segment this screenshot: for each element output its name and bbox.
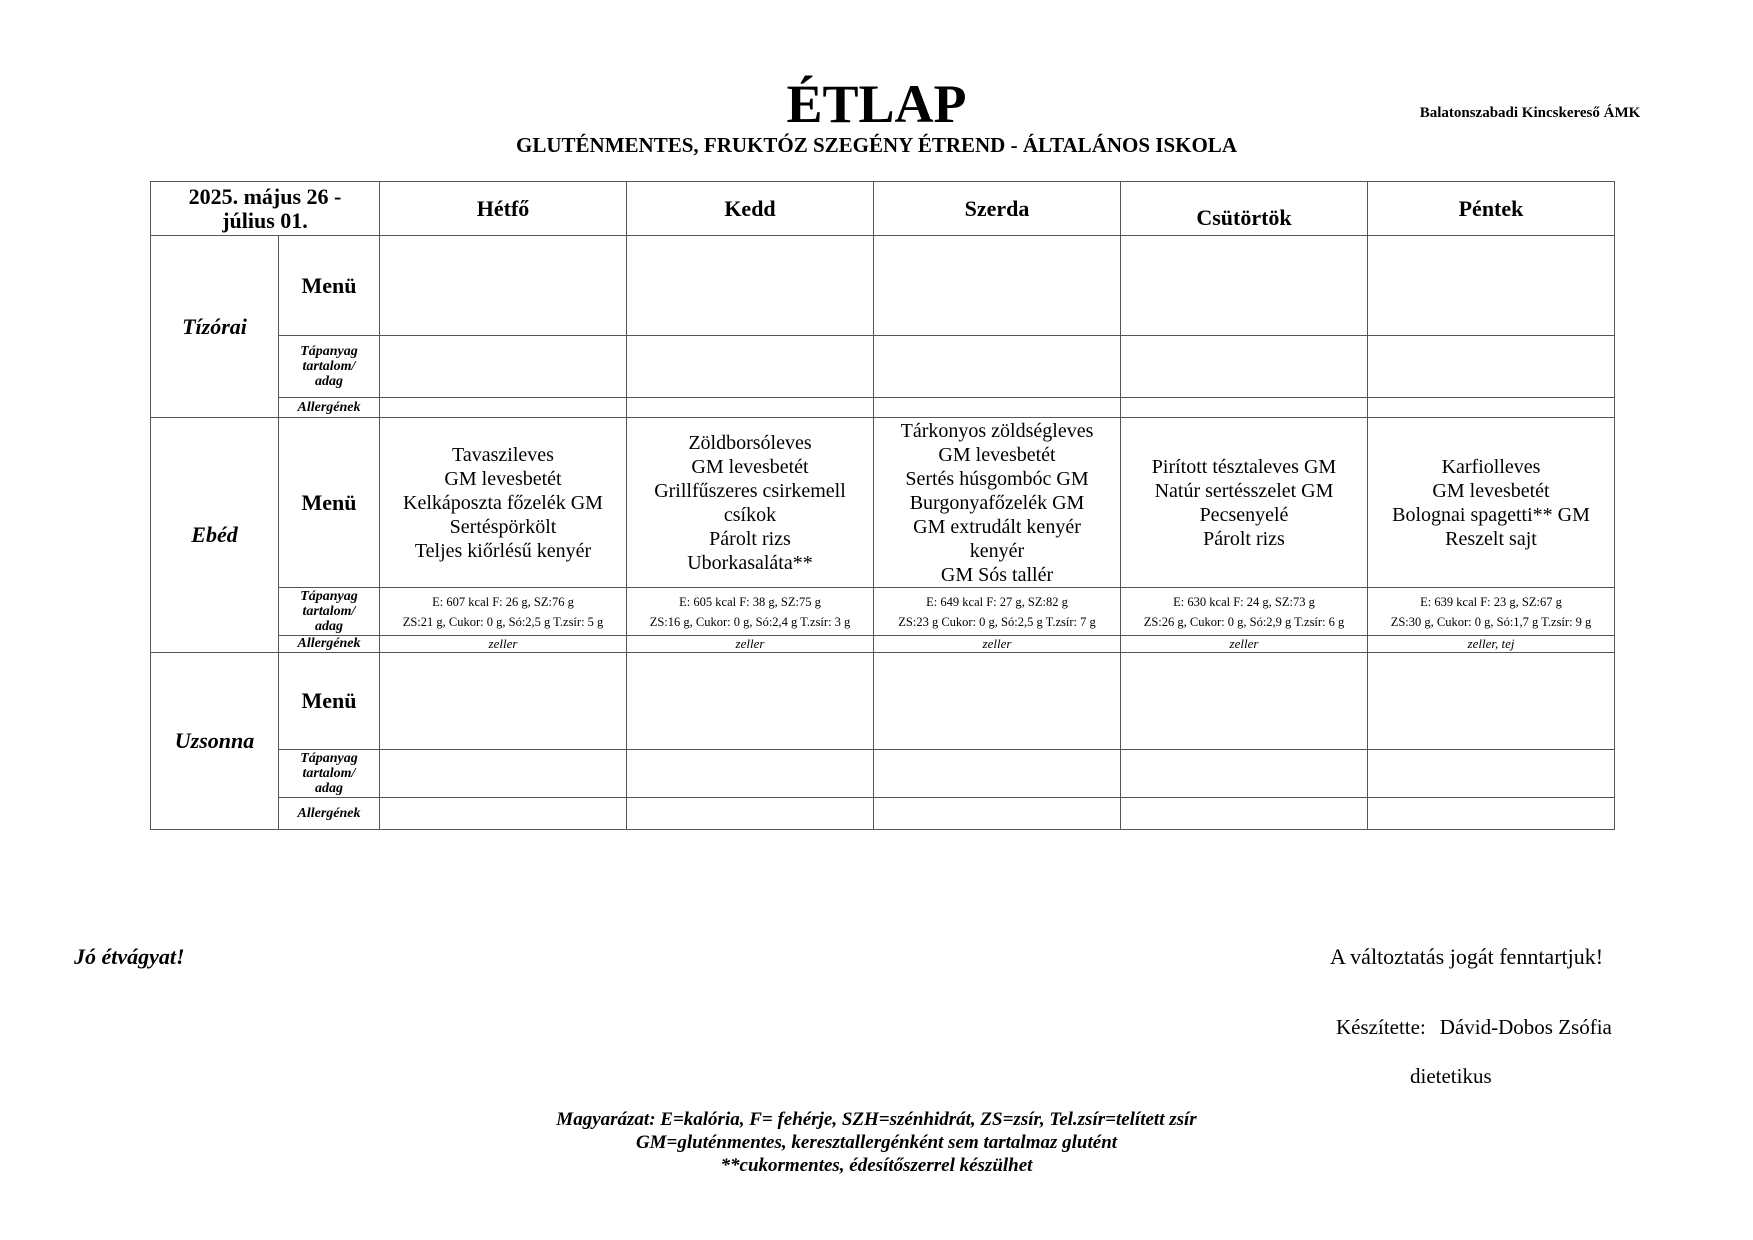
author-role: dietetikus [1410,1064,1492,1088]
nutrient-cell [380,750,627,798]
lunch-nutrients-friday: E: 639 kcal F: 23 g, SZ:67 g ZS:30 g, Cukor: 0 g, Só:1,7 g T.zsír: 9 g [1368,588,1615,636]
legend [0,1108,1753,1177]
menu-cell [1368,653,1615,750]
menu-cell [1121,236,1368,336]
lunch-menu-tuesday: Zöldborsóleves GM levesbetét Grillfűszeres csirkemell csíkok Párolt rizs Uborkasaláta** [627,418,874,588]
ebed-allergen-row [151,636,1615,653]
menu-cell [874,236,1121,336]
lunch-nutrients-monday: E: 607 kcal F: 26 g, SZ:76 g ZS:21 g, Cukor: 0 g, Só:2,5 g T.zsír: 5 g [380,588,627,636]
row-label-menu: Menü [279,418,380,588]
allergen-cell [874,398,1121,418]
menu-cell [627,236,874,336]
prepared-by [1336,1015,1612,1040]
date-range-cell [151,182,380,236]
nutrient-cell [874,750,1121,798]
lunch-menu-wednesday: Tárkonyos zöldségleves GM levesbetét Sertés húsgombóc GM Burgonyafőzelék GM GM extrudált kenyér kenyér GM Sós tallér [874,418,1121,588]
legend-line-sugarfree: **cukormentes, édesítőszerrel készülhet [720,1155,1033,1176]
day-header-wednesday: Szerda [874,182,1121,236]
row-label-allergens: Allergének [279,398,380,418]
ebed-menu-row [151,418,1615,588]
lunch-allergens-thursday: zeller [1121,636,1368,653]
allergen-cell [627,798,874,830]
lunch-allergens-tuesday: zeller [627,636,874,653]
menu-cell [380,653,627,750]
nutrient-cell [380,336,627,398]
menu-cell [627,653,874,750]
menu-cell [380,236,627,336]
row-label-menu: Menü [279,236,380,336]
meal-label-uzsonna: Uzsonna [151,653,279,830]
uzsonna-allergen-row [151,798,1615,830]
uzsonna-menu-row [151,653,1615,750]
allergen-cell [874,798,1121,830]
day-header-thursday: Csütörtök [1121,182,1368,236]
lunch-nutrients-wednesday: E: 649 kcal F: 27 g, SZ:82 g ZS:23 g Cukor: 0 g, Só:2,5 g T.zsír: 7 g [874,588,1121,636]
meal-label-tizorai: Tízórai [151,236,279,418]
lunch-allergens-friday: zeller, tej [1368,636,1615,653]
lunch-nutrients-tuesday: E: 605 kcal F: 38 g, SZ:75 g ZS:16 g, Cukor: 0 g, Só:2,4 g T.zsír: 3 g [627,588,874,636]
tizorai-allergen-row [151,398,1615,418]
ebed-nutrient-row [151,588,1615,636]
legend-line-gm: GM=gluténmentes, keresztallergénként sem tartalmaz glutént [635,1132,1118,1153]
day-header-monday: Hétfő [380,182,627,236]
lunch-menu-monday: Tavaszileves GM levesbetét Kelkáposzta főzelék GM Sertéspörkölt Teljes kiőrlésű kenyér [380,418,627,588]
lunch-nutrients-thursday: E: 630 kcal F: 24 g, SZ:73 g ZS:26 g, Cukor: 0 g, Só:2,9 g T.zsír: 6 g [1121,588,1368,636]
legend-line-abbreviations: Magyarázat: E=kalória, F= fehérje, SZH=szénhidrát, ZS=zsír, Tel.zsír=telített zsír [556,1109,1197,1130]
row-label-nutrients: Tápanyag tartalom/ adag [279,588,380,636]
row-label-allergens: Allergének [279,636,380,653]
nutrient-cell [627,336,874,398]
allergen-cell [1121,798,1368,830]
page-title: ÉTLAP [786,74,967,134]
day-header-friday: Péntek [1368,182,1615,236]
allergen-cell [1368,398,1615,418]
lunch-menu-friday: Karfiolleves GM levesbetét Bolognai spagetti** GM Reszelt sajt [1368,418,1615,588]
nutrient-cell [1121,750,1368,798]
nutrient-cell [1121,336,1368,398]
menu-cell [874,653,1121,750]
row-label-nutrients: Tápanyag tartalom/ adag [279,336,380,398]
tizorai-menu-row [151,236,1615,336]
nutrient-cell [1368,750,1615,798]
menu-cell [1368,236,1615,336]
nutrient-cell [627,750,874,798]
prepared-by-name: Dávid-Dobos Zsófia [1439,1015,1612,1039]
rights-reserved-text: A változtatás jogát fenntartjuk! [1330,944,1604,969]
allergen-cell [627,398,874,418]
header-row [151,182,1615,236]
tizorai-nutrient-row [151,336,1615,398]
uzsonna-nutrient-row [151,750,1615,798]
prepared-by-label: Készítette: [1336,1015,1426,1039]
meal-label-ebed: Ebéd [151,418,279,653]
bon-appetit-text: Jó étvágyat! [74,944,185,969]
day-header-tuesday: Kedd [627,182,874,236]
row-label-allergens: Allergének [279,798,380,830]
institution-name: Balatonszabadi Kincskereső ÁMK [1419,105,1641,121]
date-range-start: 2025. május 26 - [188,183,342,209]
lunch-menu-thursday: Pirított tésztaleves GM Natúr sertésszelet GM Pecsenyelé Párolt rizs [1121,418,1368,588]
page-subtitle: GLUTÉNMENTES, FRUKTÓZ SZEGÉNY ÉTREND - ÁLTALÁNOS ISKOLA [516,133,1237,157]
menu-table [150,181,1615,830]
allergen-cell [380,398,627,418]
date-range-end: július 01. [222,207,308,233]
menu-cell [1121,653,1368,750]
lunch-allergens-wednesday: zeller [874,636,1121,653]
nutrient-cell [1368,336,1615,398]
row-label-menu: Menü [279,653,380,750]
row-label-nutrients: Tápanyag tartalom/ adag [279,750,380,798]
allergen-cell [1368,798,1615,830]
nutrient-cell [874,336,1121,398]
lunch-allergens-monday: zeller [380,636,627,653]
allergen-cell [1121,398,1368,418]
allergen-cell [380,798,627,830]
